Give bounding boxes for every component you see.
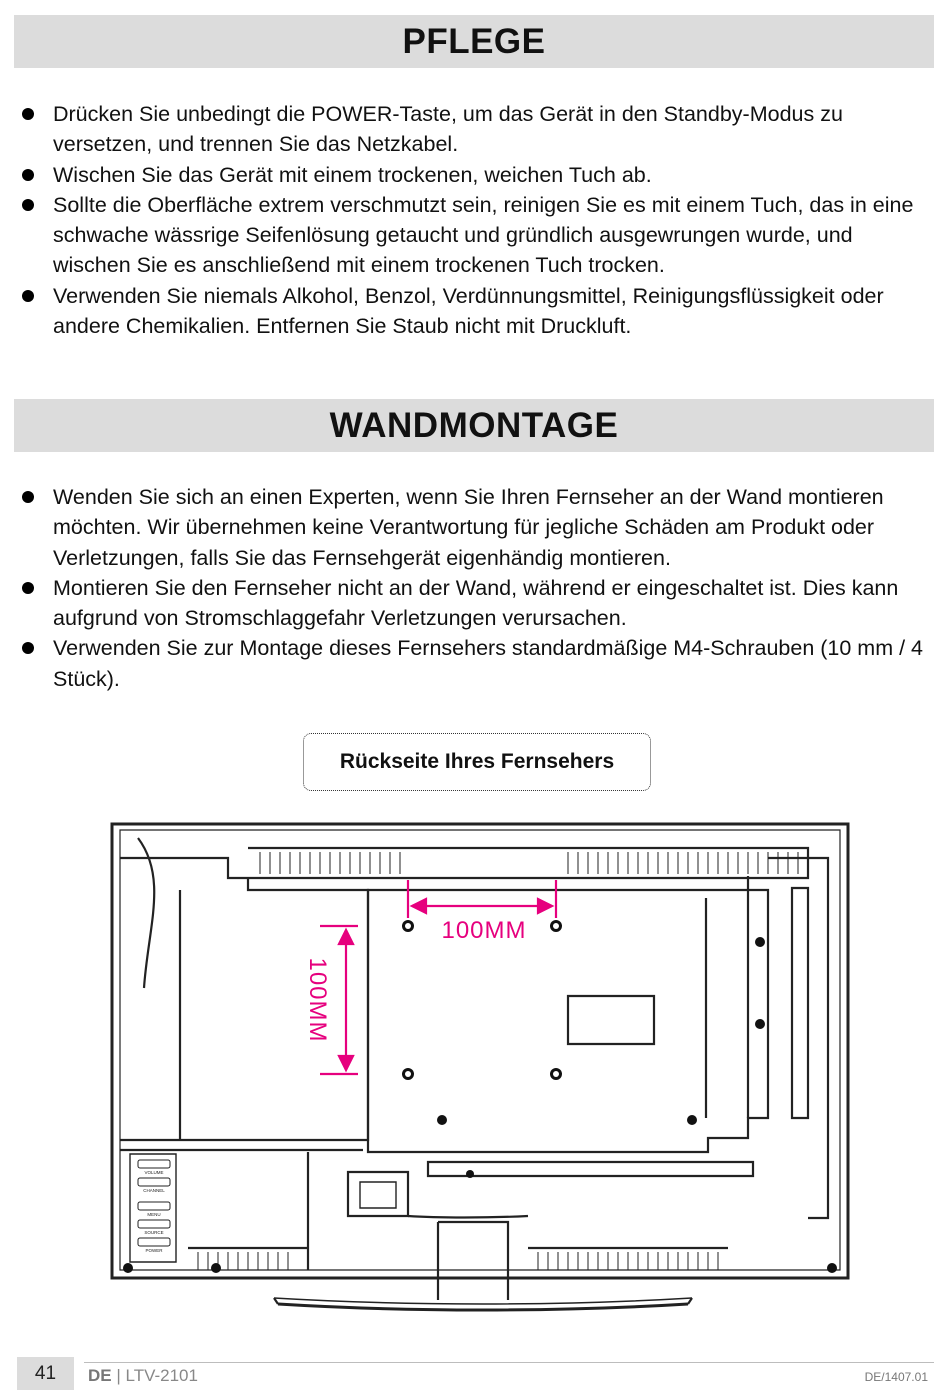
bullet-text: Montieren Sie den Fernseher nicht an der Wand, während er eingeschaltet ist. Dies kann aufgrund von Stromschlaggefahr Verletzungen verursachen. <box>53 575 899 631</box>
tv-back-diagram <box>108 818 853 1330</box>
bullet-text: Wenden Sie sich an einen Experten, wenn Sie Ihren Fernseher an der Wand montieren möchten. Wir übernehmen keine Verantwortung für jegliche Schäden am Produkt oder Verletzungen, falls Sie das Fernsehgerät eigenhändig montieren. <box>53 485 884 570</box>
vertical-distance-label: 100MM <box>304 957 331 1043</box>
bullet-icon <box>22 108 34 120</box>
bullet-text: Wischen Sie das Gerät mit einem trockenen, weichen Tuch ab. <box>53 162 652 187</box>
bullet-icon <box>22 491 34 503</box>
control-button-label: SOURCE <box>144 1230 164 1235</box>
bullet-icon <box>22 582 34 594</box>
control-button-label: VOLUME <box>144 1170 164 1175</box>
footer-divider <box>84 1362 934 1363</box>
bullet-icon <box>22 169 34 181</box>
wandmontage-list <box>0 482 950 694</box>
section-banner-wandmontage <box>14 399 934 452</box>
footer-doc-code: DE/1407.01 <box>864 1370 928 1384</box>
bullet-icon <box>22 290 34 302</box>
bullet-icon <box>22 199 34 211</box>
bullet-icon <box>22 642 34 654</box>
section-title-wandmontage: WANDMONTAGE <box>329 405 619 445</box>
bullet-item <box>0 573 950 634</box>
bullet-text: Verwenden Sie zur Montage dieses Fernsehers standardmäßige M4-Schrauben (10 mm / 4 Stück). <box>53 636 923 691</box>
bullet-item <box>0 482 950 573</box>
section-title-pflege: PFLEGE <box>402 21 546 61</box>
pflege-list <box>0 99 950 341</box>
section-banner-pflege <box>14 15 934 68</box>
bullet-text: Verwenden Sie niemals Alkohol, Benzol, Verdünnungsmittel, Reinigungsflüssigkeit oder andere Chemikalien. Entfernen Sie Staub nicht mit Druckluft. <box>53 283 884 339</box>
footer-language: DE <box>88 1366 112 1385</box>
bullet-item <box>0 160 950 190</box>
bullet-item <box>0 190 950 281</box>
control-button-label: POWER <box>145 1248 163 1253</box>
control-button-label: MENU <box>147 1212 161 1217</box>
bullet-text: Sollte die Oberfläche extrem verschmutzt sein, reinigen Sie es mit einem Tuch, das in eine schwache wässrige Seifenlösung getaucht und gründlich ausgewrungen wurde, und wischen Sie es anschließend mit einem trockenen Tuch trocken. <box>53 192 914 278</box>
footer-model-info <box>88 1366 198 1386</box>
footer-separator: | <box>111 1366 126 1385</box>
diagram-caption: Rückseite Ihres Fernsehers <box>303 733 651 791</box>
footer-model: LTV-2101 <box>125 1366 198 1385</box>
horizontal-distance-label: 100MM <box>441 917 527 944</box>
control-button-label: CHANNEL <box>143 1188 165 1193</box>
page-number: 41 <box>17 1357 74 1390</box>
bullet-item <box>0 99 950 160</box>
bullet-text: Drücken Sie unbedingt die POWER-Taste, um das Gerät in den Standby-Modus zu versetzen, und trennen Sie das Netzkabel. <box>53 102 843 157</box>
bullet-item <box>0 281 950 342</box>
bullet-item <box>0 633 950 694</box>
